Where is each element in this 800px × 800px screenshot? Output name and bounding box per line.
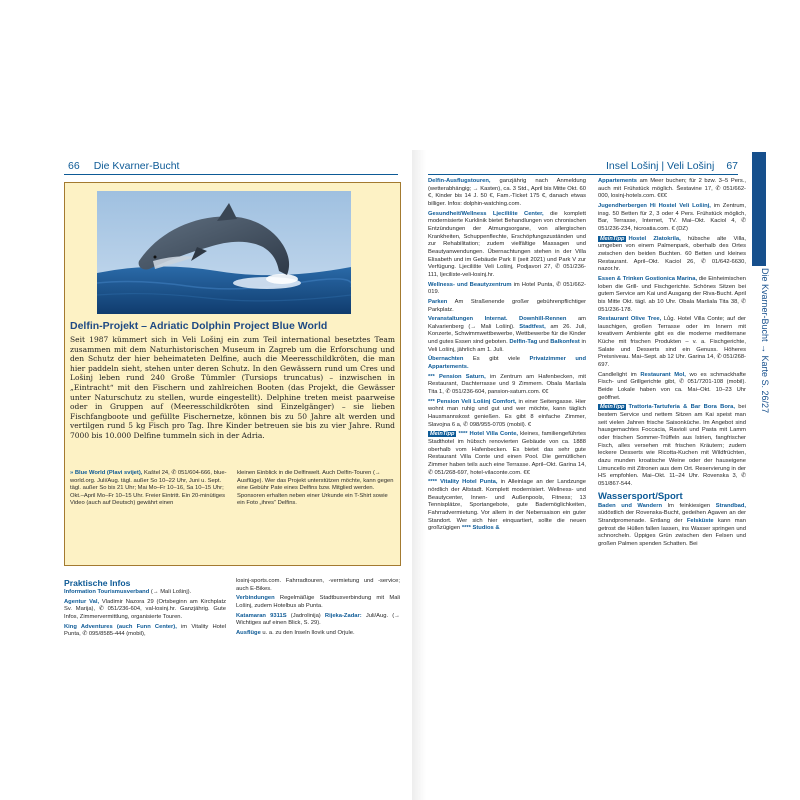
- king-adventures-paragraph: [64, 624, 226, 639]
- candlelight-text: Candlelight im: [598, 371, 641, 378]
- uebernachten-label: Übernachten: [428, 356, 464, 363]
- king-adventures-text: im Vitality Hotel Punta, ✆ 095/8585-444 (mobil),: [64, 623, 226, 638]
- info-label: Information: [64, 589, 96, 595]
- strandbad-label: Strandbad,: [715, 502, 746, 509]
- verbindungen-text: Regelmäßige Stadtbusverbindung mit Mali Lošinj, zudem Hotelbus ab Punta.: [236, 595, 400, 609]
- ausfluege-label: Ausflüge: [236, 629, 261, 636]
- gostionica-text: die Einheimischen loben die Grill- und Fischgerichte. Schönes Sitzen bei gutem Service am Kai und Ausgang der Riva-Bucht. April bis Mitte Okt. tägl. ab 10 Uhr. Obala Maršala Tita 38, ✆ 051/236-178.: [598, 275, 746, 313]
- baden-paragraph: [598, 503, 746, 549]
- gesundheit-text: die komplett modernisierte Kurklinik bietet Behandlungen von chronischen Entzündungen der Atmungsorgane, von allergischen Krankheiten, Schuppenflechte, Erschöpfungszuständen und zur Rehabilitation; zudem vielfältige Massagen und Beautyanwendungen. Übernachtungen stehen in der Villa Elisabeth und im Gebäude Park II (seit 2021) und Park V zur Verfügung. Ljecilište Veli Lošinj, Podjavori 27, ✆ 051/236-111, ljeciliste-veli-losinj.hr.: [428, 210, 586, 278]
- katamaran-paragraph: [236, 613, 400, 628]
- villa-conte-label: **** Hotel Villa Conte,: [458, 431, 519, 438]
- info-paragraph: [64, 589, 226, 597]
- left-running-title: Die Kvarner-Bucht: [93, 160, 180, 172]
- right-running-head: [606, 160, 738, 172]
- essen-paragraph: [598, 276, 746, 314]
- restaurant-mol-label: Restaurant Mol,: [640, 371, 686, 378]
- delfin-ausflug-label: Delfin-Ausflugstouren,: [428, 178, 491, 184]
- wellness-text: im Hotel Punta, ✆ 051/662-019.: [428, 281, 586, 296]
- pension-comfort-label: *** Pension Veli Lošinj Comfort,: [428, 398, 517, 405]
- box-col-right-text: kleinen Einblick in die Delfinwelt. Auch Delfin-Touren (→ Ausflüge). Wer das Projekt unterstützen möchte, kann gegen eine Gebühr Pate eines Delfins bzw. Mitglied werden. Sponsoren erhalten neben einer Urkunde ein T-Shirt sowie ein Foto „ihres“ Delfins.: [237, 470, 394, 507]
- delfin-tag-label: Delfin-Tag: [509, 339, 538, 346]
- gesundheit-label: Gesundheit/Wellness: [428, 210, 487, 217]
- appartements-paragraph: [598, 178, 746, 201]
- pension-saturn-text: im Zentrum am Hafenbecken, mit Restaurant, Dachterrasse und 9 Zimmern. Obala Maršala Tita 1, ✆ 051/236-604, pansion-saturn.com. €€: [428, 373, 586, 396]
- left-column-1: [64, 578, 226, 641]
- villa-conte-text: kleines, familiengeführtes Stadthotel im hübsch renovierten Gebäude von ca. 1888 oberhalb vom Hafenbecken. Es bietet das sehr gute Restaurant Villa Conte und einen Pool. Die gemütlichen Zimmer haben teils auch eine Terrasse. April–Okt. Garina 14, ✆ 051/268-697, hotel-vilaconte.com. €€: [428, 431, 586, 476]
- mol-text: wo es schmackhafte Fisch- und Grillgerichte gibt, ✆ 051/7201-108 (mobil). Beide Lokale haben von ca. Mai–Okt. 10–23 Uhr geöffnet.: [598, 371, 747, 401]
- balkonfest-label: Balkonfest: [550, 339, 580, 346]
- olive-tree-label: Restaurant Olive Tree,: [598, 316, 662, 323]
- appartements-label: Appartements: [598, 178, 637, 184]
- parken-label: Parken: [428, 298, 448, 305]
- olive-tree-text: Lůg. Hotel Villa Conte; auf der lauschigen, großen Terrasse oder im Innern mit kreativem Ambiente gibt es die moderne mediterrane Küche mit frischen Produkten – v. a. Fischgerichte, Salate und Desserts sind ein Genuss. Höheres Preisniveau. Mai–Sept. ab 12 Uhr. Garina 14, ✆ 051/268-697.: [598, 316, 746, 369]
- katamaran-mid: (Jadrolinija): [286, 612, 325, 619]
- veranstaltungen-label: Veranstaltungen: [428, 316, 474, 323]
- bora-bora-paragraph: [598, 404, 746, 488]
- right-column-1: [428, 178, 586, 535]
- zlatokrila-paragraph: [598, 236, 746, 274]
- delfin-ausflug-paragraph: [428, 178, 586, 209]
- right-column-2: [598, 178, 746, 551]
- uebernachten-paragraph: [428, 356, 586, 371]
- katamaran-label: Katamaran 9311S: [236, 612, 287, 619]
- box-body: Seit 1987 kümmert sich in Veli Lošinj ein zum Teil international besetztes Team zusammen mit dem Naturhistorischen Museum in Zagreb um die Erforschung und den Schutz der hier beheimateten Delfine, auch die Meeresschildkröten, die man hier paddeln sieht, stehen unter deren Schutz. In den Gewässern rund um Cres und Lošinj leben rund 240 Große Tümmler (Tursiops truncatus) – inzwischen in „Eintracht“ mit den Fischern und zahlreichen Booten (das Projekt, die Gewässer unter Naturschutz zu stellen, wurde eingestellt). Delphine treten meist paarweise oder in Gruppen auf (Meeresschildkröten sind Einzelgänger) – sie lieben Fischfangboote und gefüllte Fischernetze, können bis zu 50 Jahre alt werden und vertilgen rund 5 kg Fisch pro Tag. Ihre Kinder betreuen sie bis zu vier Jahre. Rund 7000 bis 10.000 Delfine tummeln sich in der Adria.: [70, 335, 395, 440]
- delfin-ausflug-text: ganzjährig nach Anmeldung (wetterabhängig; → Kasten), ca. 3 Std., April bis Mitte Okt. 60 €, Kinder bis 14 J. 50 €, Fam.-Ticket 175 €, danach etwas billiger. Infos: dolphin-watching.com.: [428, 178, 586, 207]
- villa-conte-paragraph: [428, 431, 586, 477]
- ausfluege-paragraph: [236, 630, 400, 638]
- rijeka-zadar-label: Rijeka-Zadar:: [324, 612, 362, 619]
- und-text: und: [537, 339, 551, 346]
- verbindungen-paragraph: [236, 595, 400, 610]
- right-running-title: Insel Lošinj | Veli Lošinj: [605, 160, 715, 172]
- mol-paragraph: [598, 372, 746, 403]
- felskueste-text: kann man getrost die Hüllen fallen lassen, ins Wasser springen und schnorcheln. Üppiges Grün zwischen den Felsen und großen Palmen spenden Schatten. Bei: [598, 517, 746, 547]
- agentur-val-label: Agentur Val,: [64, 598, 100, 605]
- zlatokrila-label: Hostel Zlatokrila,: [628, 235, 681, 242]
- wellness-label: Wellness- und Beautyzentrum: [428, 281, 512, 288]
- wellness-paragraph: [428, 282, 586, 297]
- studios-label: **** Studios &: [461, 525, 500, 532]
- box-col-left-text: Kaštel 24, ✆ 051/604-666, blue-world.org. Juli/Aug. tägl. außer So 10–22 Uhr, Juni u. Sept. tägl. außer So bis 21 Uhr; Mai Mo–Fr 10–16, Sa 10–15 Uhr; Okt.–April Mo–Fr 10–15 Uhr. Freier Eintritt. Ein 20-minütiges Video (auch auf Deutsch) gewährt einen: [70, 470, 227, 507]
- gostionica-label: Gostionica Marina,: [645, 275, 698, 282]
- right-header-rule: [428, 174, 738, 175]
- downhill-text: am Kalvarienberg (→ Mali Lošinj).: [428, 316, 586, 330]
- hi-hostel-text: im Zentrum, insg. 50 Betten für 2, 3 oder 4 Pers. Frühstück möglich, Bar, Terrasse, Internet, TV. Mai–Okt. Kaciol 4, ✆ 051/236-234, hicroatia.com. € (DZ): [598, 202, 746, 232]
- sports-paragraph: [236, 578, 400, 593]
- katamaran-text: Juli/Aug. (→ Wichtiges auf einen Blick, S. 29).: [236, 612, 400, 627]
- jugendherbergen-paragraph: [598, 203, 746, 234]
- ausfluege-text: u. a. zu den Inseln Ilovik und Orjule.: [260, 629, 355, 636]
- dolphin-photo: [97, 191, 351, 314]
- essen-label: Essen & Trinken: [598, 275, 644, 282]
- stadtfest-text: am 26. Juli, Konzerte, Schwimmwettbewerbe, Wettbewerbe für die Kinder und gutes Essen sind geboten.: [428, 323, 586, 346]
- page-fold-shadow: [412, 150, 426, 800]
- olive-tree-paragraph: [598, 316, 746, 370]
- mein-tipp-badge: MeinTipp: [600, 235, 625, 242]
- stadtfest-label: Stadtfest,: [519, 323, 546, 330]
- jugendherbergen-label: Jugendherbergen: [598, 202, 647, 209]
- agentur-val-text: Vladimir Nazora 29 (Ortsbeginn am Kirchplatz Sv. Marija), ✆ 051/236-604, val-losinj.hr. Ganzjährig. Gute Infos, Zimmervermittlung, organisierte Touren.: [64, 598, 226, 620]
- pension-saturn-label: *** Pension Saturn,: [428, 373, 486, 380]
- strandbad-text: südöstlich der Rovenska-Bucht, gedeihen Agaven an der Strandpromenade. Entlang der: [598, 510, 746, 524]
- vitality-punta-label: **** Vitality Hotel Punta,: [428, 479, 498, 486]
- left-column-2: [236, 578, 400, 640]
- vitality-punta-paragraph: [428, 479, 586, 533]
- uebernachten-text: Es gibt viele: [463, 356, 530, 363]
- box-col-right: [237, 470, 395, 508]
- verbindungen-label: Verbindungen: [236, 595, 275, 602]
- pension-saturn-paragraph: [428, 374, 586, 397]
- section-title-wassersport: Wassersport/Sport: [598, 490, 683, 502]
- felskueste-label: Felsküste: [686, 517, 714, 524]
- baden-text: Im feinkiesigen: [662, 502, 716, 509]
- right-page-number: 67: [726, 160, 738, 172]
- king-adventures-label: King Adventures (auch Funn Center),: [64, 623, 177, 630]
- dolphin-image: [97, 191, 351, 314]
- side-tab-text: Die Kvarner-Bucht → Karte S. 26/27: [760, 268, 770, 414]
- appartements-text: am Meer buchen; für 2 bzw. 3–5 Pers., auch mit Frühstück möglich. Šestavine 17, ✆ 051/662-000, losinj-hotels.com. €€€: [598, 178, 746, 200]
- parken-paragraph: [428, 299, 586, 314]
- zlatokrila-text: hübsche alte Villa, umgeben von einem Palmenpark, oberhalb des Ortes zwischen den beiden Buchten. 60 Betten und kleines Restaurant. April–Okt. Kaciol 26, ✆ 01/642-6630, nazor.hr.: [598, 235, 746, 273]
- agentur-val-paragraph: [64, 599, 226, 622]
- hi-hostel-label: Hi Hostel Veli Lošinj,: [649, 202, 711, 209]
- bora-bora-text: bei bestem Service und nettem Sitzen am Kai speist man seit vielen Jahren frische Saisonküche. Im Angebot sind hausgemachtes Foccacia, Ravioli und Pasta mit Lamm oder frischen Sommer-Trüffeln aus Istrien, fangfrischer Fisch, alles versehen mit frischen Kräutern; zudem leckere Desserts wie Ricotta-Kuchen mit Wildfrüchten, dazu munden kroatische Weine oder der hauseigene Limuncello mit Zitronen aus dem Ort. Reservierung in der HS empfohlen. Mai–Okt. 11–24 Uhr. Rovenska 3, ✆ 051/867-544.: [598, 404, 746, 487]
- bora-bora-label: Trattoria-Tartuferia & Bar Bora Bora,: [628, 404, 735, 411]
- privatzimmer-label: Privatzimmer und Appartements.: [428, 356, 586, 371]
- section-title-praktische-infos: Praktische Infos: [64, 578, 131, 588]
- parken-text: Am Straßenende großer gebührenpflichtiger Parkplatz.: [428, 298, 586, 313]
- box-col-left: [70, 470, 230, 508]
- balkonfest-text: in Veli Lošinj, jährlich am 1. Juli.: [428, 339, 587, 353]
- pension-comfort-text: in einer Seitengasse. Hier wohnt man ruhig und gut und wer möchte, kann täglich Hausmannskost genießen. Es gibt 8 einfache Zimmer, Slavojna 6 a, ✆ 098/955-0705 (mobil). €: [428, 398, 586, 428]
- info-text: (→ Mali Lošinj).: [149, 589, 192, 595]
- gesundheit-paragraph: [428, 211, 586, 280]
- veranstaltungen-paragraph: [428, 316, 586, 354]
- sports-text: losinj-sports.com. Fahrradtouren, -vermietung und -service; auch E-Bikes.: [236, 578, 400, 592]
- mein-tipp-badge: MeinTipp: [600, 404, 625, 411]
- pension-comfort-paragraph: [428, 399, 586, 430]
- ljeciliste-label: Ljecilište Center,: [492, 210, 544, 217]
- side-tab-bar: [752, 152, 766, 266]
- box-title: Delfin-Projekt – Adriatic Dolphin Project Blue World: [70, 320, 328, 332]
- left-running-head: [68, 160, 179, 172]
- downhill-label: Internat. Downhill-Rennen: [484, 316, 567, 323]
- mein-tipp-badge: MeinTipp: [430, 431, 455, 438]
- baden-label: Baden und Wandern: [598, 502, 663, 509]
- left-page-number: 66: [68, 160, 80, 172]
- vitality-punta-text: in Alleinlage an der Landzunge nördlich der Altstadt. Komplett modernisiert. Wellness- und Beautycenter, Innen- und Außenpools, Fitness; 13 Tennisplätze, Sportangebote, gute Bademöglichkeiten, Fahrradvermietung. Vor allem in der Nebensaison ein guter Standort. Wer sich hier einquartiert, sollte die neuen großzügigen: [428, 479, 586, 532]
- tourismusverband-label: Tourismusverband: [97, 589, 150, 595]
- left-header-rule: [64, 174, 398, 175]
- blue-world-link[interactable]: » Blue World (Plavi svijet),: [70, 470, 143, 476]
